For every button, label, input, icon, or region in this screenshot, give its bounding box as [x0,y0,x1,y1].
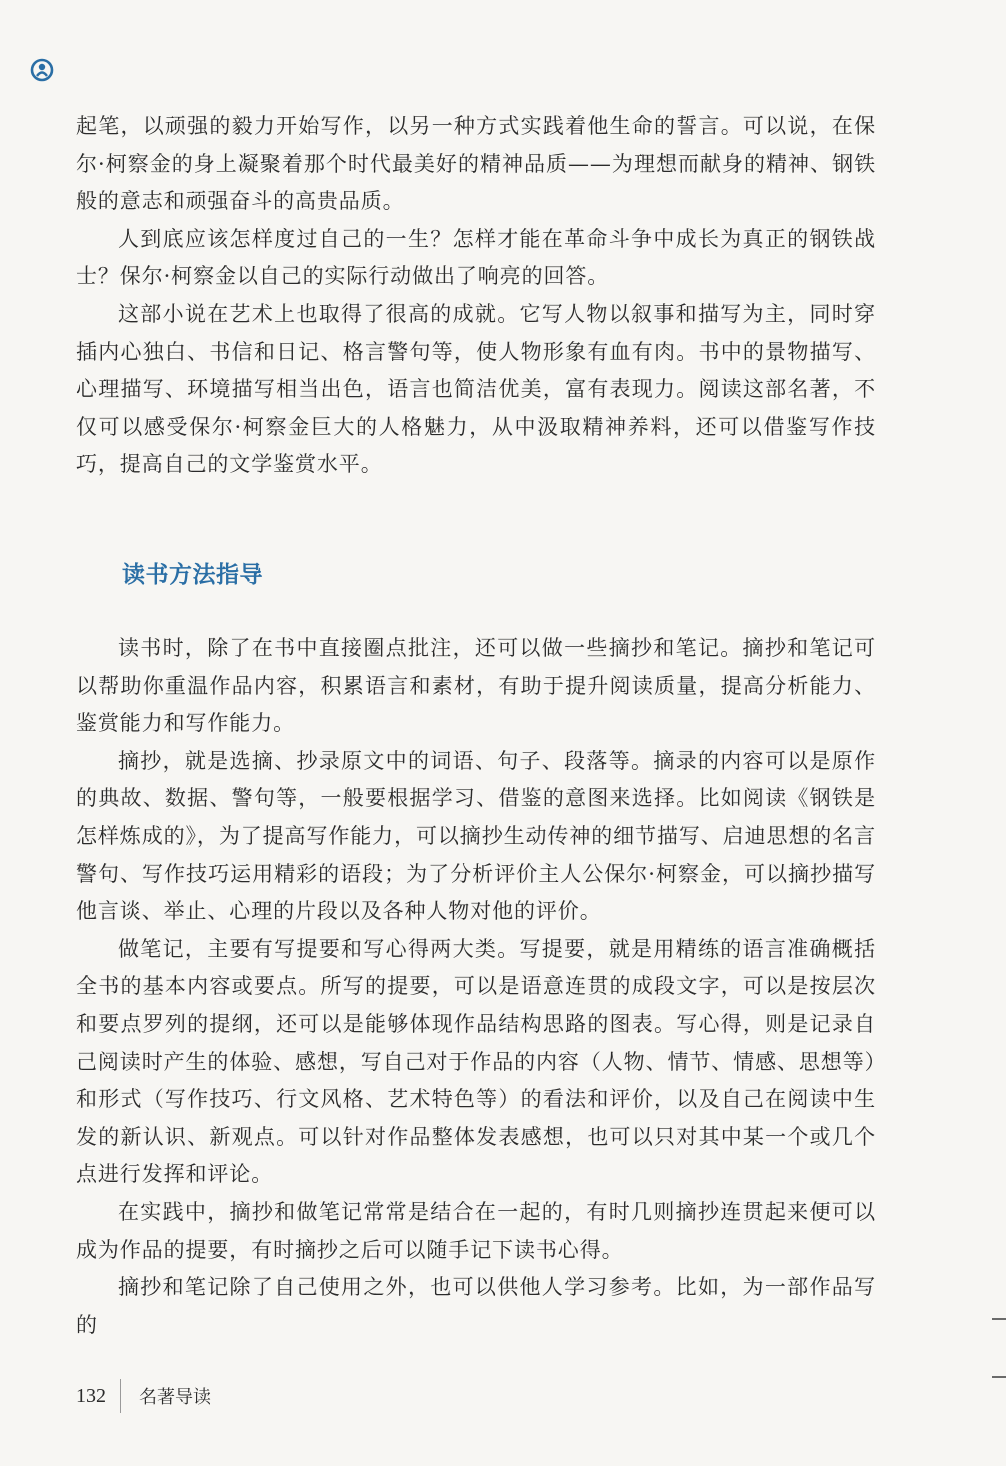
scan-edge-mark [992,1318,1006,1320]
paragraph: 起笔，以顽强的毅力开始写作，以另一种方式实践着他生命的誓言。可以说，在保尔·柯察金的身上凝聚着那个时代最美好的精神品质——为理想而献身的精神、钢铁般的意志和顽强奋斗的高贵品质。 [76,114,876,214]
paragraph: 这部小说在艺术上也取得了很高的成就。它写人物以叙事和描写为主，同时穿插内心独白、书信和日记、格言警句等，使人物形象有血有肉。书中的景物描写、心理描写、环境描写相当出色，语言也简洁优美，富有表现力。阅读这部名著，不仅可以感受保尔·柯察金巨大的人格魅力，从中汲取精神养料，还可以借鉴写作技巧，提高自己的文学鉴赏水平。 [76,301,876,477]
page-footer [76,1378,211,1414]
page-number: 132 [76,1384,106,1407]
paragraph: 摘抄和笔记除了自己使用之外，也可以供他人学习参考。比如，为一部作品写的 [76,1275,876,1337]
paragraph: 做笔记，主要有写提要和写心得两大类。写提要，就是用精练的语言准确概括全书的基本内容或要点。所写的提要，可以是语意连贯的成段文字，可以是按层次和要点罗列的提纲，还可以是能够体现作品结构思路的图表。写心得，则是记录自己阅读时产生的体验、感想，写自己对于作品的内容（人物、情节、情感、思想等）和形式（写作技巧、行文风格、艺术特色等）的看法和评价，以及自己在阅读中生发的新认识、新观点。可以针对作品整体发表感想，也可以只对其中某一个或几个点进行发挥和评论。 [76,936,876,1187]
paragraph: 读书时，除了在书中直接圈点批注，还可以做一些摘抄和笔记。摘抄和笔记可以帮助你重温作品内容，积累语言和素材，有助于提升阅读质量，提高分析能力、鉴赏能力和写作能力。 [76,636,876,736]
footer-divider [120,1379,121,1413]
book-title: 名著导读 [139,1387,211,1408]
section-title: 读书方法指导 [122,562,263,588]
scan-edge-mark [992,1376,1006,1378]
paragraph: 摘抄，就是选摘、抄录原文中的词语、句子、段落等。摘录的内容可以是原作的典故、数据、警句等，一般要根据学习、借鉴的意图来选择。比如阅读《钢铁是怎样炼成的》，为了提高写作能力，可以摘抄生动传神的细节描写、启迪思想的名言警句、写作技巧运用精彩的语段；为了分析评价主人公保尔·柯察金，可以摘抄描写他言谈、举止、心理的片段以及各种人物对他的评价。 [76,748,876,924]
paragraph: 在实践中，摘抄和做笔记常常是结合在一起的，有时几则摘抄连贯起来便可以成为作品的提要，有时摘抄之后可以随手记下读书心得。 [76,1199,876,1262]
intro-text [76,108,876,484]
section-body [76,630,876,1344]
publisher-logo-icon [30,58,54,82]
paragraph: 人到底应该怎样度过自己的一生？怎样才能在革命斗争中成长为真正的钢铁战士？保尔·柯察金以自己的实际行动做出了响亮的回答。 [76,226,876,289]
